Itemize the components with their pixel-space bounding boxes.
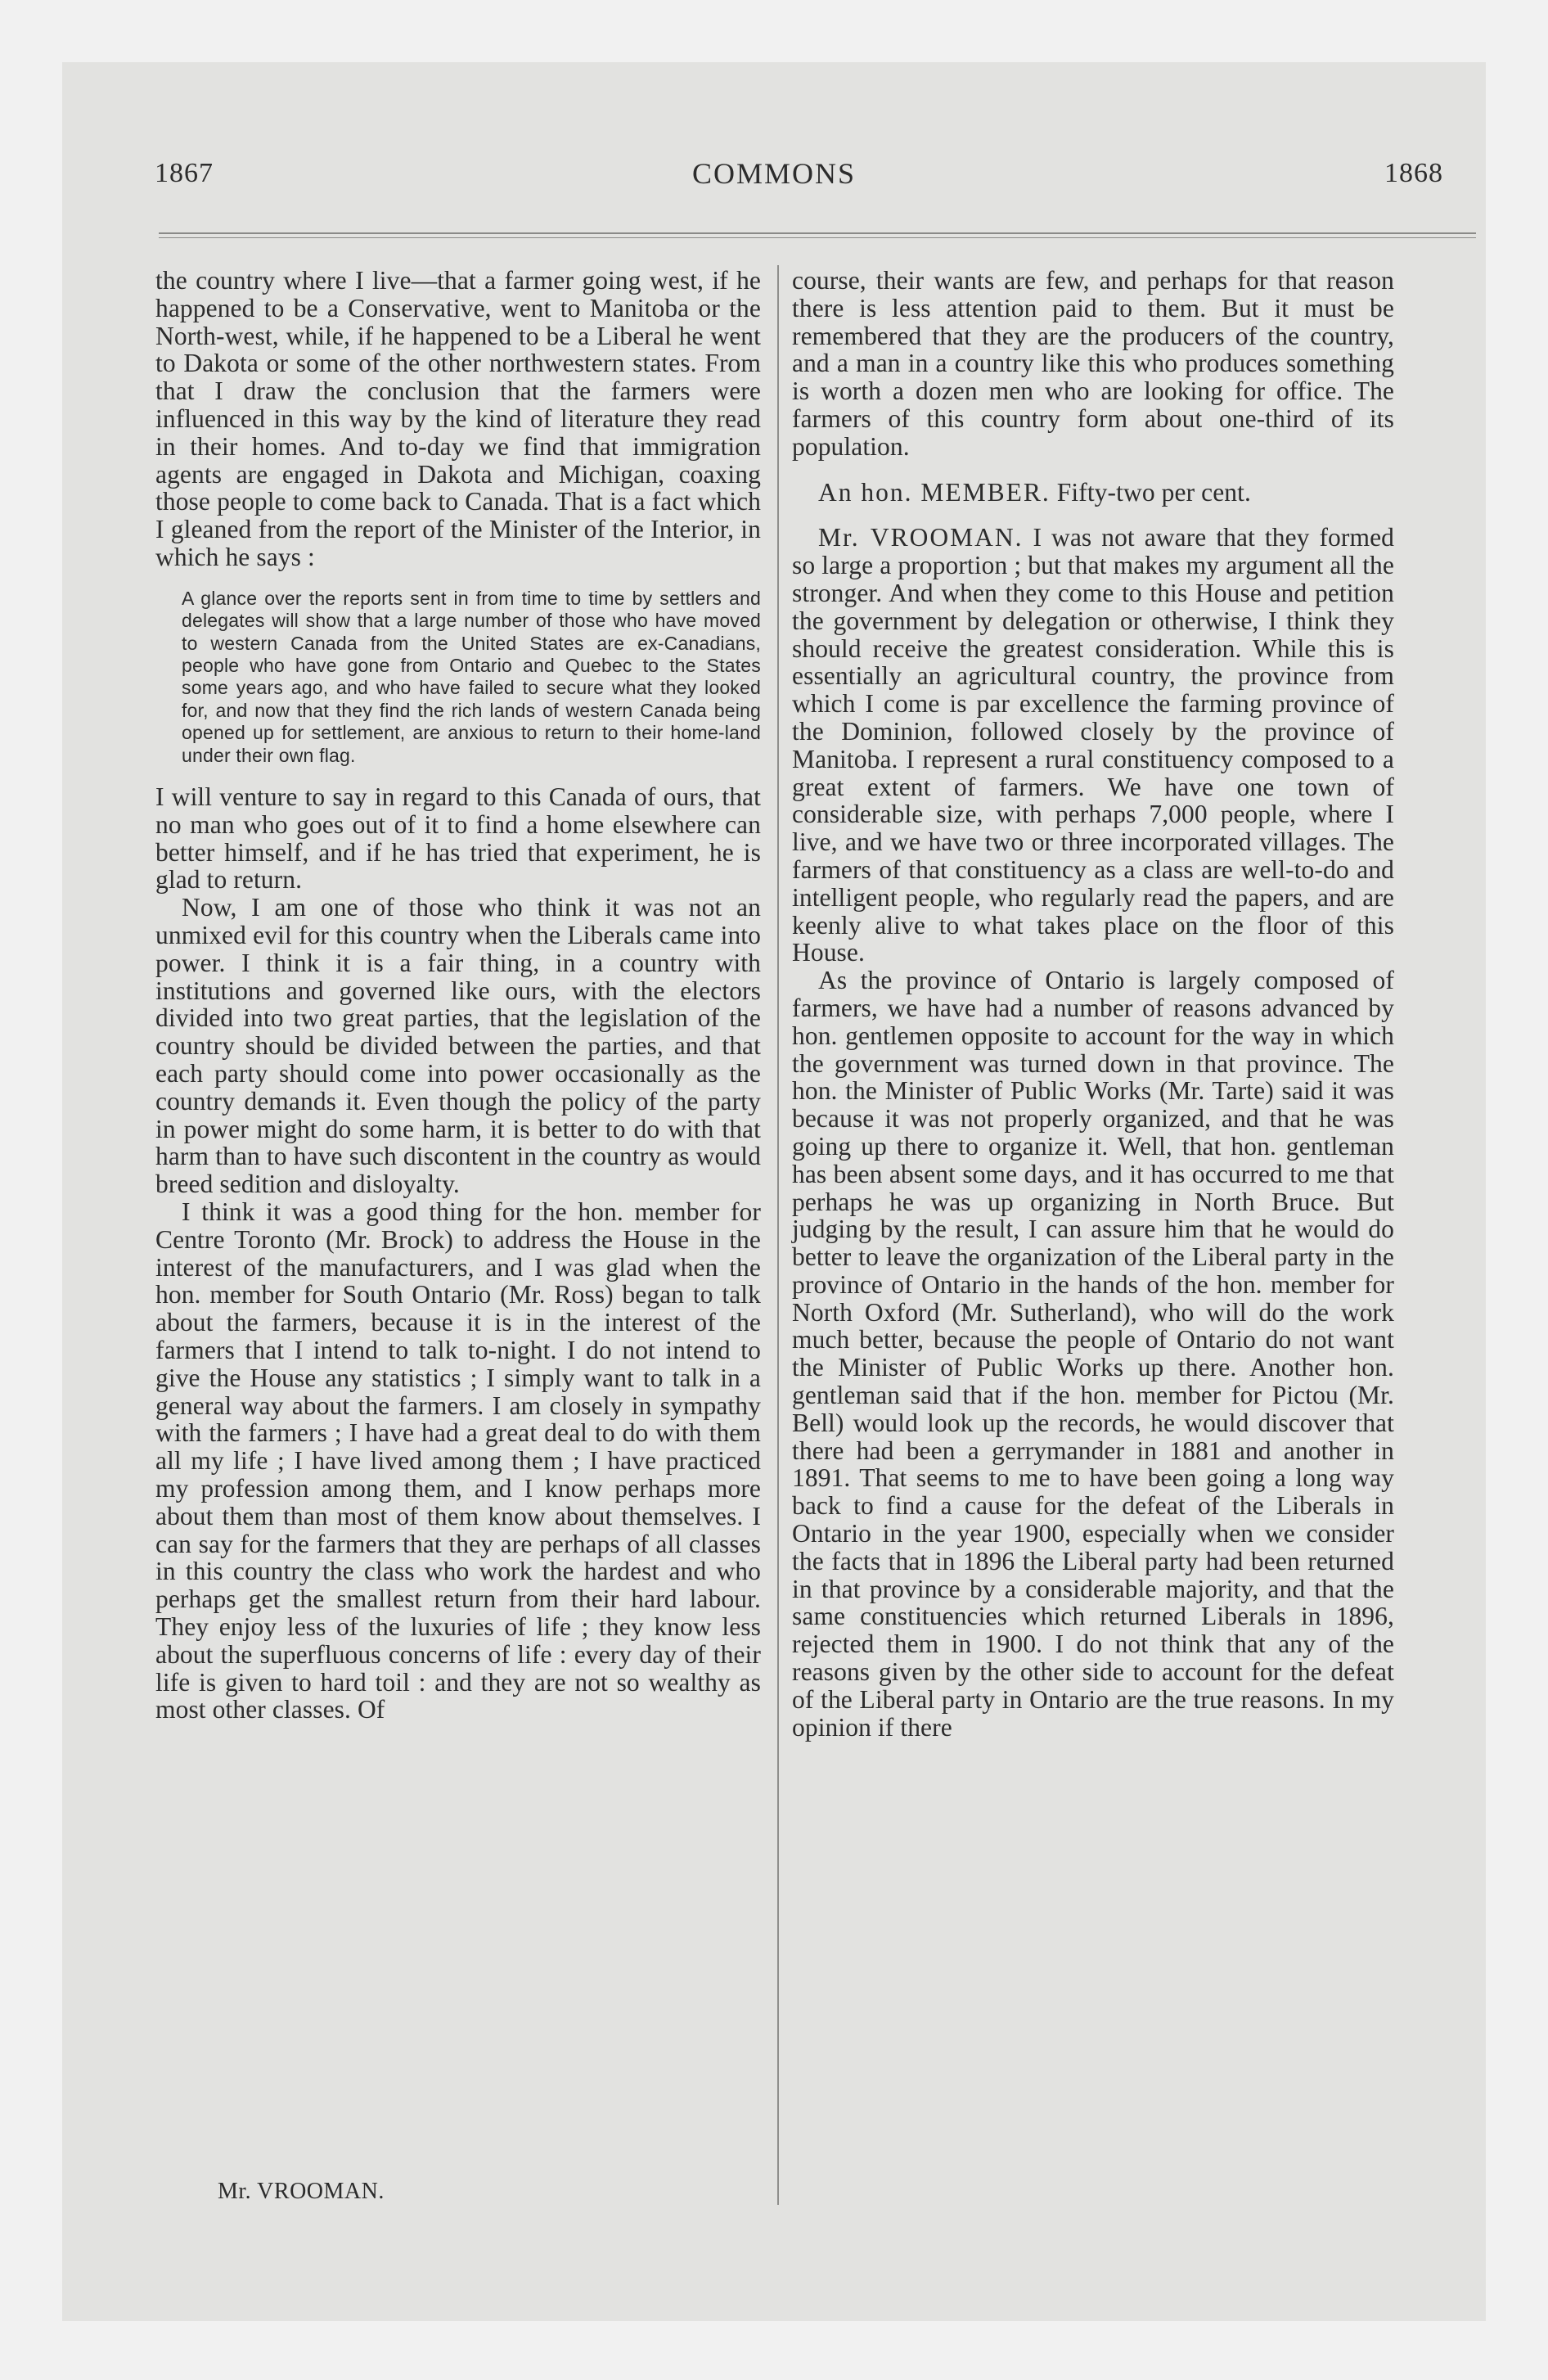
left-paragraph-3: Now, I am one of those who think it was not an unmixed evil for this country when the Liberals came into power. I think it is a fair thing, in a country with institutions and governed like ours, with the electors divided into two great parties, that the legislation of the country should be divided between the parties, and that each party should come into power occasionally as the country demands it. Even though the policy of the party in power might do some harm, it is better to do with that harm than to have such discontent in the country as would breed sedition and disloyalty. <box>155 893 761 1199</box>
right-page-number: 1868 <box>1384 158 1443 188</box>
right-column <box>792 267 1394 1741</box>
left-page-number: 1867 <box>155 158 214 188</box>
left-paragraph-2: I will venture to say in regard to this Canada of ours, that no man who goes out of it to find a home elsewhere can better himself, and if he has tried that experiment, he is glad to return. <box>155 782 761 895</box>
running-head: COMMONS <box>691 157 857 190</box>
reply-speaker: Mr. VROOMAN. <box>818 523 1024 552</box>
quoted-report <box>155 588 761 767</box>
speaker-reply <box>792 524 1394 967</box>
left-paragraph-4: I think it was a good thing for the hon. member for Centre Toronto (Mr. Brock) to address the House in the interest of the manufacturers, and I was glad when the hon. member for South Ontario (Mr. Ross) began to talk about the farmers, because it is in the interest of the farmers that I intend to talk to-night. I do not intend to give the House any statistics ; I simply want to talk in a general way about the farmers. I am closely in sympathy with the farmers ; I have had a great deal to do with them all my life ; I have lived among them ; I have practiced my profession among them, and I know perhaps more about them than most of them know about themselves. I can say for the farmers that they are perhaps of all classes in this country the class who work the hardest and who perhaps get the smallest return from their hard labour. They enjoy less of the luxuries of life ; they know less about the superfluous concerns of life : every day of their life is given to hard toil : and they are not so wealthy as most other classes. Of <box>155 1197 761 1724</box>
header-rule-thin <box>159 237 1476 238</box>
right-paragraph-1: course, their wants are few, and perhaps for that reason there is less attention paid to them. But it must be remembered that they are the producers of the country, and a man in a country like this who produces something is worth a dozen men who are looking for office. The farmers of this country form about one-third of its population. <box>792 266 1394 461</box>
footer-speaker-name: Mr. VROOMAN. <box>218 2179 385 2204</box>
reply-text: I was not aware that they formed so large a proportion ; but that makes my argument all the stronger. And when they come to this House and petition the government by delegation or otherwise, I think they should receive the greatest consideration. While this is essentially an agricultural country, the province from which I come is par excellence the farming province of the Dominion, followed closely by the province of Manitoba. I represent a rural constituency composed to a great extent of farmers. We have one town of considerable size, with perhaps 7,000 people, where I live, and we have two or three incorporated villages. The farmers of that constituency as a class are well-to-do and intelligent people, who regularly read the papers, and are keenly alive to what takes place on the floor of this House. <box>792 523 1395 967</box>
right-paragraph-3: As the province of Ontario is largely composed of farmers, we have had a number of reasons advanced by hon. gentlemen opposite to account for the way in which the government was turned down in that province. The hon. the Minister of Public Works (Mr. Tarte) said it was because it was not properly organized, and that he was going up there to organize it. Well, that hon. gentleman has been absent some days, and it has occurred to me that perhaps he was up organizing in North Bruce. But judging by the result, I can assure him that he would do better to leave the organization of the Liberal party in the province of Ontario in the hands of the hon. member for North Oxford (Mr. Sutherland), who will do the work much better, because the people of Ontario do not want the Minister of Public Works up there. Another hon. gentleman said that if the hon. member for Pictou (Mr. Bell) would look up the records, he would discover that there had been a gerrymander in 1881 and another in 1891. That seems to me to have been going a long way back to find a cause for the defeat of the Liberals in Ontario in the year 1900, especially when we consider the facts that in 1896 the Liberal party had been returned in that province by a considerable majority, and that the same constituencies which returned Liberals in 1896, rejected them in 1900. I do not think that any of the reasons given by the other side to account for the defeat of the Liberal party in Ontario are the true reasons. In my opinion if there <box>792 966 1394 1742</box>
header-rule <box>159 232 1476 234</box>
interjection <box>792 479 1394 507</box>
scanned-page <box>62 62 1486 2321</box>
left-column <box>155 267 761 1724</box>
column-divider <box>777 265 779 2205</box>
quoted-report-text: A glance over the reports sent in from time to time by settlers and delegates will show that a large number of those who have moved to western Canada from the United States are ex-Canadians, people who have gone from Ontario and Quebec to the States some years ago, and who have failed to secure what they looked for, and now that they find the rich lands of western Canada being opened up for settlement, are anxious to return to their home-land under their own flag. <box>182 587 761 766</box>
interjection-text: Fifty-two per cent. <box>1056 477 1251 507</box>
left-paragraph-1: the country where I live—that a farmer going west, if he happened to be a Conservative, went to Manitoba or the North-west, while, if he happened to be a Liberal he went to Dakota or some of the other northwestern states. From that I draw the conclusion that the farmers were influenced in this way by the kind of literature they read in their homes. And to-day we find that immigration agents are engaged in Dakota and Michigan, coaxing those people to come back to Canada. That is a fact which I gleaned from the report of the Minister of the Interior, in which he says : <box>155 266 761 571</box>
interjection-speaker: An hon. MEMBER. <box>818 477 1051 507</box>
